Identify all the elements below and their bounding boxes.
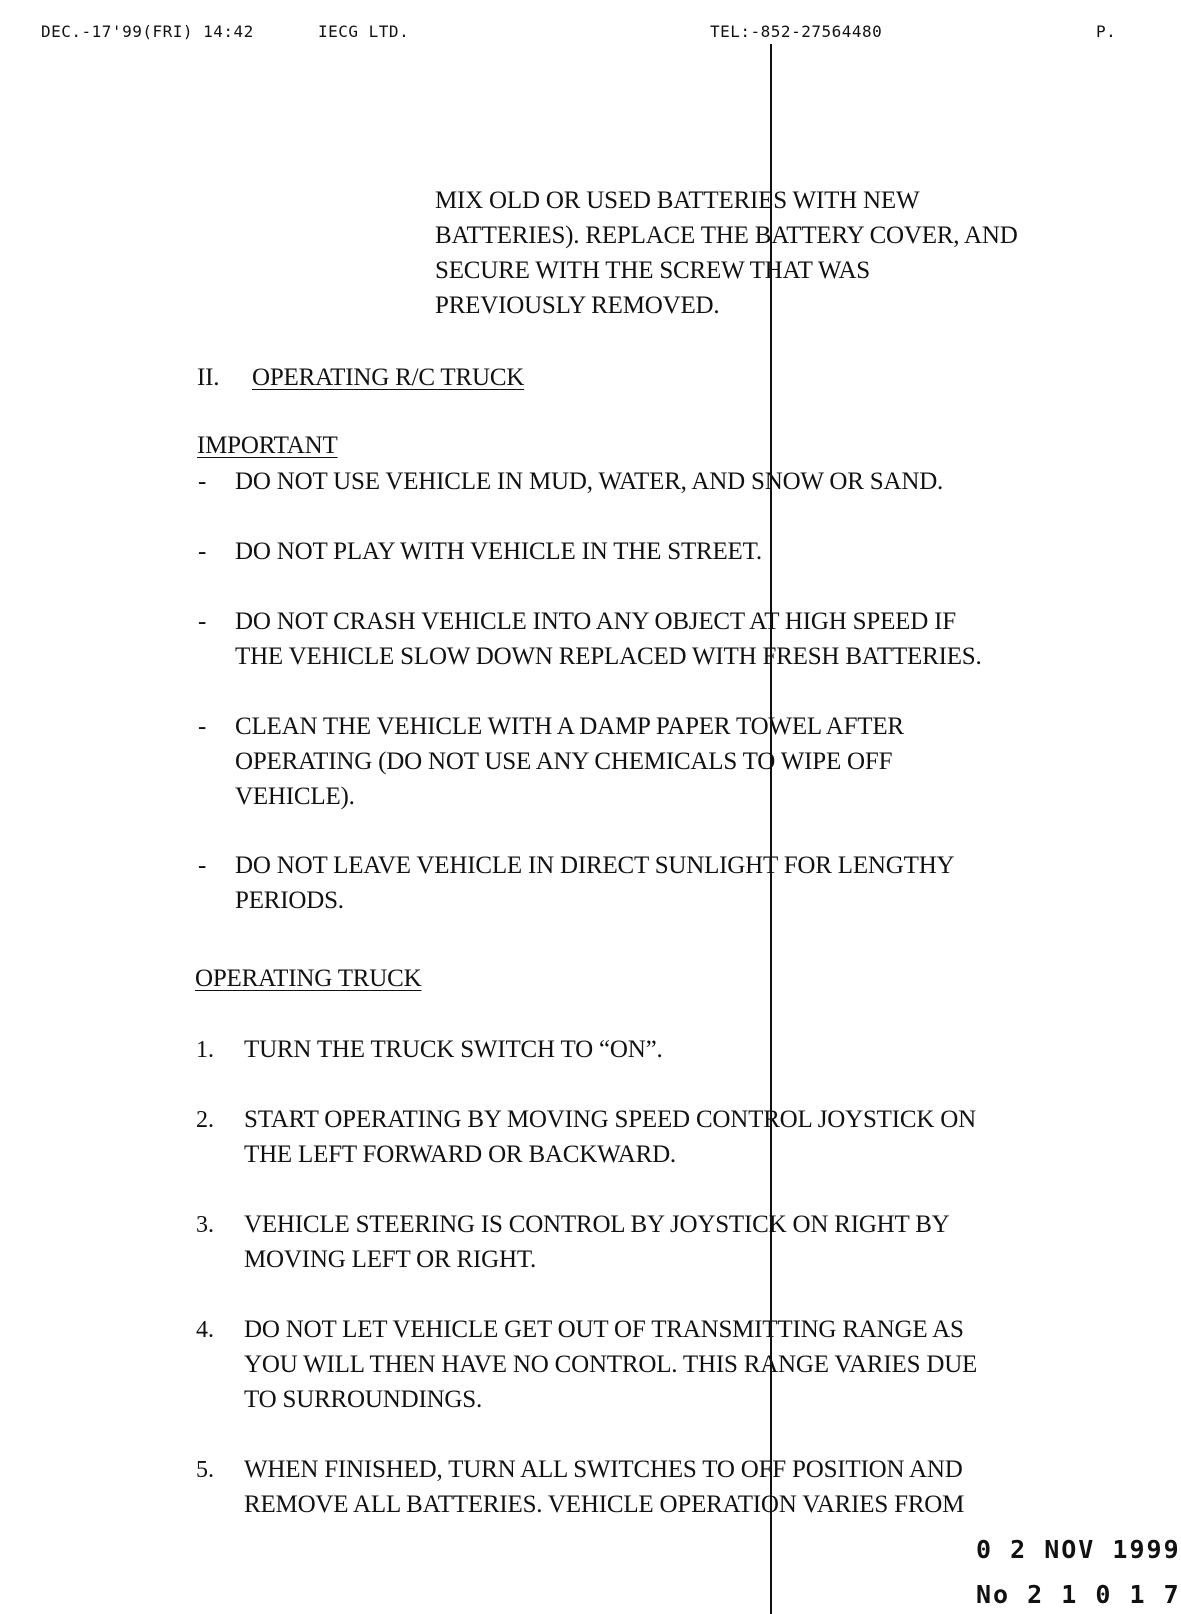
important-item-line: DO NOT LEAVE VEHICLE IN DIRECT SUNLIGHT FOR LENGTHY xyxy=(235,852,955,879)
step-text-line: START OPERATING BY MOVING SPEED CONTROL JOYSTICK ON xyxy=(244,1106,976,1133)
bullet-dash: - xyxy=(198,713,207,740)
step-text-line: DO NOT LET VEHICLE GET OUT OF TRANSMITTING RANGE AS xyxy=(244,1316,964,1343)
important-item-line: DO NOT PLAY WITH VEHICLE IN THE STREET. xyxy=(235,538,762,565)
continued-text-line: BATTERIES). REPLACE THE BATTERY COVER, AND xyxy=(435,222,1018,249)
step-number: 4. xyxy=(196,1317,214,1343)
step-text-line: TURN THE TRUCK SWITCH TO “ON”. xyxy=(244,1036,663,1063)
section-title: OPERATING R/C TRUCK xyxy=(252,364,525,391)
important-item-line: THE VEHICLE SLOW DOWN REPLACED WITH FRESH BATTERIES. xyxy=(235,643,982,670)
step-text-line: TO SURROUNDINGS. xyxy=(244,1386,483,1413)
operating-heading: OPERATING TRUCK xyxy=(195,965,422,992)
bullet-dash: - xyxy=(198,468,207,495)
important-item-line: CLEAN THE VEHICLE WITH A DAMP PAPER TOWEL AFTER xyxy=(235,713,904,740)
step-number: 1. xyxy=(196,1037,214,1063)
step-number: 3. xyxy=(196,1212,214,1238)
important-item-line: OPERATING (DO NOT USE ANY CHEMICALS TO WIPE OFF xyxy=(235,748,893,775)
step-text-line: MOVING LEFT OR RIGHT. xyxy=(244,1246,537,1273)
important-item-line: PERIODS. xyxy=(235,887,344,914)
bullet-dash: - xyxy=(198,852,207,879)
bullet-dash: - xyxy=(198,538,207,565)
continued-text-line: SECURE WITH THE SCREW THAT WAS xyxy=(435,257,871,284)
important-item-line: DO NOT CRASH VEHICLE INTO ANY OBJECT AT HIGH SPEED IF xyxy=(235,608,956,635)
fax-header-company: IECG LTD. xyxy=(318,22,410,41)
step-text-line: WHEN FINISHED, TURN ALL SWITCHES TO OFF POSITION AND xyxy=(244,1456,963,1483)
step-text-line: YOU WILL THEN HAVE NO CONTROL. THIS RANGE VARIES DUE xyxy=(244,1351,978,1378)
step-number: 5. xyxy=(196,1457,214,1483)
fax-header-date: DEC.-17'99(FRI) 14:42 xyxy=(41,22,254,41)
important-item-line: DO NOT USE VEHICLE IN MUD, WATER, AND SNOW OR SAND. xyxy=(235,468,944,495)
fax-header-tel: TEL:-852-27564480 xyxy=(710,22,883,41)
important-item-line: VEHICLE). xyxy=(235,783,355,810)
section-number: II. xyxy=(197,364,220,391)
step-number: 2. xyxy=(196,1107,214,1133)
step-text-line: THE LEFT FORWARD OR BACKWARD. xyxy=(244,1141,676,1168)
bullet-dash: - xyxy=(198,608,207,635)
step-text-line: REMOVE ALL BATTERIES. VEHICLE OPERATION VARIES FROM xyxy=(244,1491,965,1518)
continued-text-line: MIX OLD OR USED BATTERIES WITH NEW xyxy=(435,187,920,214)
fax-header-page: P. xyxy=(1096,22,1117,41)
step-text-line: VEHICLE STEERING IS CONTROL BY JOYSTICK ON RIGHT BY xyxy=(244,1211,950,1238)
continued-text-line: PREVIOUSLY REMOVED. xyxy=(435,292,720,319)
received-date-stamp: 0 2 NOV 1999 xyxy=(976,1535,1181,1564)
document-number-stamp: No 2 1 0 1 7 xyxy=(976,1580,1181,1609)
important-heading: IMPORTANT xyxy=(197,432,338,459)
